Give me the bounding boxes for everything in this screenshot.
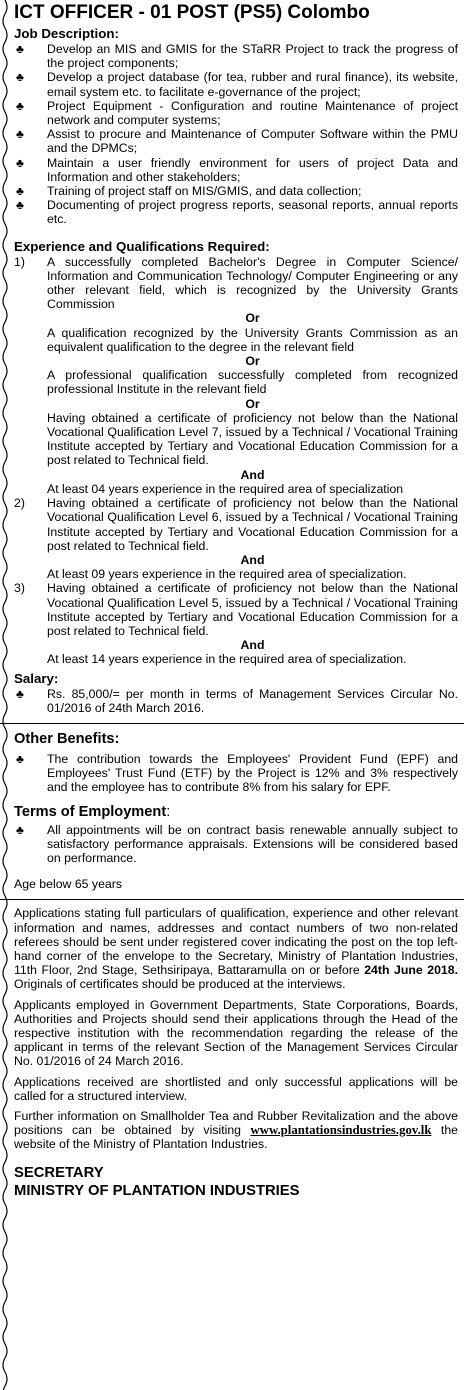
salary-list [14,687,458,715]
job-description-list [14,42,458,227]
signature-block [14,1164,458,1200]
qualification-option-3: 3) Having obtained a certificate of proficiency not below than the National Vocational Qualification Level 5, issued by a Technical / Vocational Training Institute accepted by Tertiary and Vocational Education Commission for a post related to Technical field. And At least 14 years experience in the required area of specialization. [14,581,458,667]
list-item: ♣ Develop an MIS and GMIS for the STaRR Project to track the progress of the project components; [16,42,458,71]
further-information: Further information on Smallholder Tea and Rubber Revitalization and the above positions can be obtained by visiting www.plantationsindustries.gov.lk the website of the Ministry of Plantation Industries. [14,1109,458,1152]
list-item: ♣ The contribution towards the Employees' Provident Fund (EPF) and Employees' Trust Fund (ETF) by the Project is 12% and 3% respectively and the employee has to contribute 8% from his salary for EPF. [16,751,458,795]
club-icon: ♣ [16,127,24,142]
club-icon: ♣ [16,42,24,56]
terms-heading: Terms of Employment: [14,803,171,820]
club-icon: ♣ [16,184,24,199]
qualification-option-2: 2) Having obtained a certificate of proficiency not below than the National Vocational Qualification Level 6, issued by a Technical / Vocational Training Institute accepted by Tertiary and Vocational Education Commission for a post related to Technical field. And At least 09 years experience in the required area of specialization. [14,496,458,582]
section-divider [0,899,464,900]
list-item: ♣ Project Equipment - Configuration and routine Maintenance of project network and computer systems; [16,98,458,128]
qualification-option-1: 1) A successfully completed Bachelor's Degree in Computer Science/ Information and Communication Technology/ Computer Engineering or any other relevant field, which is recognized by the University Grants Commission Or A qualification recognized by the University Grants Commission as an equivalent qualification to the degree in the relevant field Or A professional qualification successfully completed from recognized professional Institute in the relevant field Or Having obtained a certificate of proficiency not below than the National Vocational Qualification Level 7, issued by a Technical / Vocational Training Institute accepted by Tertiary and Vocational Education Commission for a post related to Technical field. And At least 04 years experience in the required area of specialization [14,254,458,496]
job-description-heading: Job Description: [14,26,119,41]
list-item: ♣ Assist to procure and Maintenance of Computer Software within the PMU and the DPMCs; [16,127,458,156]
other-benefits-heading: Other Benefits: [14,730,120,747]
list-item: ♣ Maintain a user friendly environment for users of project Data and Information and other stakeholders; [16,155,458,184]
terms-list [14,823,458,866]
list-item: ♣ Develop a project database (for tea, rubber and rural finance), its website, email system etc. to facilitate e-governance of the project; [16,70,458,99]
club-icon: ♣ [16,822,24,837]
signature-title: SECRETARY [14,1164,104,1181]
list-item: ♣ Training of project staff on MIS/GMIS, and data collection; [16,184,362,199]
club-icon: ♣ [16,198,24,213]
section-divider [0,723,464,724]
application-instructions: Applications stating full particulars of qualification, experience and other relevant information and names, addresses and contact numbers of two non-related referees should be sent under registered cover indicating the post on the top left-hand corner of the envelope to the Secretary, Ministry of Plantation Industries, 11th Floor, 2nd Stage, Sethsiripaya, Battaramulla on or before 24th June 2018. Originals of certificates should be produced at the interviews. [14,906,458,992]
closing-date: 24th June 2018. [364,963,458,978]
ministry-website-link[interactable]: www.plantationsindustries.gov.lk [250,1123,432,1138]
page-title: ICT OFFICER - 01 POST (PS5) Colombo [14,2,370,23]
age-limit: Age below 65 years [14,877,123,892]
government-applicants-note: Applicants employed in Government Departments, State Corporations, Boards, Authorities and Projects should send their applications through the Head of the respective institution with the recommendation regarding the release of the applicant in terms of the relevant Section of the Management Services Circular No. 01/2016 of 24 March 2016. [14,997,458,1069]
benefits-list [14,752,458,795]
list-item: ♣ Documenting of project progress reports, seasonal reports, annual reports etc. [16,198,458,227]
list-item: ♣ All appointments will be on contract basis renewable annually subject to satisfactory performance appraisals. Extensions will be considered based on performance. [16,822,458,865]
list-item: ♣ Rs. 85,000/= per month in terms of Management Services Circular No. 01/2016 of 24th March 2016. [16,686,458,715]
experience-heading: Experience and Qualifications Required: [14,238,270,254]
shortlisting-note: Applications received are shortlisted and only successful applications will be called for a structured interview. [14,1074,458,1103]
club-icon: ♣ [16,98,24,113]
signature-ministry: MINISTRY OF PLANTATION INDUSTRIES [14,1182,300,1199]
club-icon: ♣ [16,751,24,766]
club-icon: ♣ [16,155,24,170]
club-icon: ♣ [16,70,24,85]
qualification-list [14,255,458,667]
advert-content [14,2,458,1200]
salary-heading: Salary: [14,670,59,686]
wavy-border-decoration [0,0,10,1390]
club-icon: ♣ [16,686,24,701]
